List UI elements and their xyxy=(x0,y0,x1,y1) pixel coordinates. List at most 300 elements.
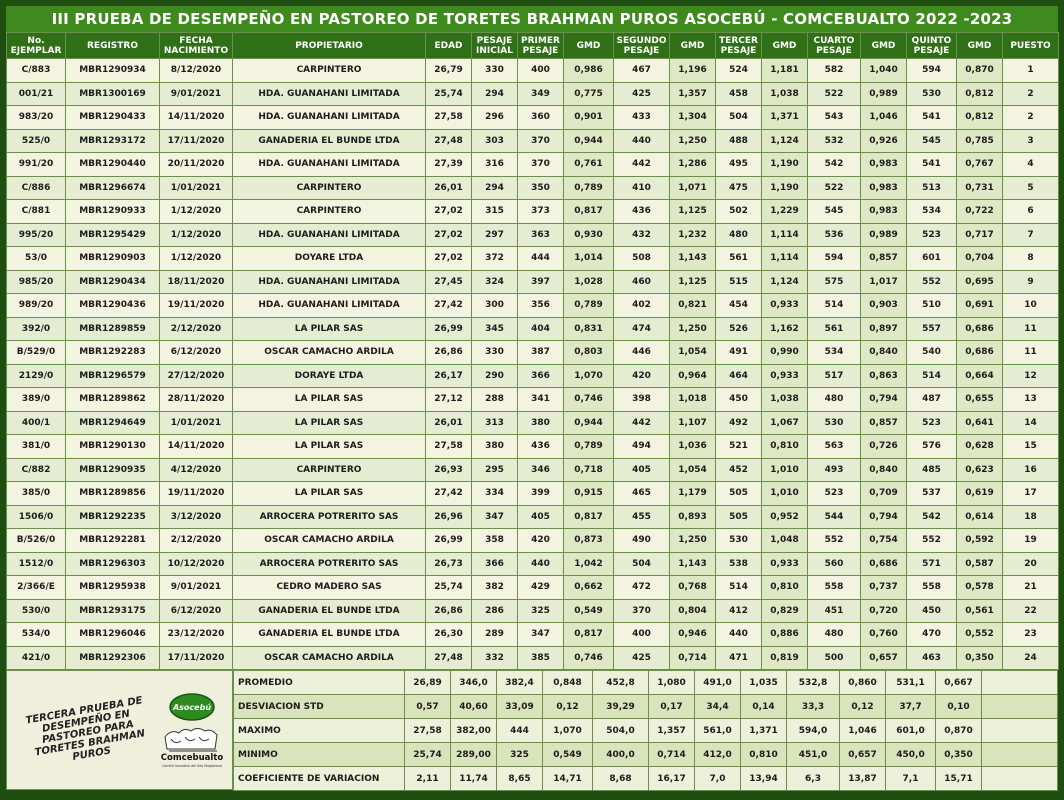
column-header: PRIMER PESAJE xyxy=(518,33,564,59)
table-row xyxy=(7,599,1059,623)
table-cell: 0,717 xyxy=(957,223,1003,247)
stats-cell: 412,0 xyxy=(695,743,741,767)
table-cell: 0,989 xyxy=(861,223,907,247)
table-cell: 11 xyxy=(1003,317,1059,341)
table-cell: 001/21 xyxy=(7,82,66,106)
table-cell: CARPINTERO xyxy=(233,200,426,224)
table-cell: 1/12/2020 xyxy=(160,223,233,247)
table-cell: 0,775 xyxy=(564,82,614,106)
table-cell: MBR1290440 xyxy=(66,153,160,177)
table-cell: 502 xyxy=(716,200,762,224)
table-cell: 517 xyxy=(808,364,861,388)
table-cell: 297 xyxy=(472,223,518,247)
table-cell: 366 xyxy=(472,552,518,576)
table-cell: 17/11/2020 xyxy=(160,646,233,670)
table-cell: 1,038 xyxy=(762,388,808,412)
table-row xyxy=(7,411,1059,435)
column-header: TERCER PESAJE xyxy=(716,33,762,59)
table-cell: 288 xyxy=(472,388,518,412)
stats-cell: 16,17 xyxy=(649,767,695,791)
table-cell: 27,48 xyxy=(426,646,472,670)
table-cell: 398 xyxy=(614,388,670,412)
table-row xyxy=(7,270,1059,294)
table-cell: 1,250 xyxy=(670,317,716,341)
table-cell: 490 xyxy=(614,529,670,553)
table-cell: 1,010 xyxy=(762,482,808,506)
table-cell: 983/20 xyxy=(7,106,66,130)
table-cell: 1,190 xyxy=(762,153,808,177)
table-cell: 0,873 xyxy=(564,529,614,553)
table-cell: HDA. GUANAHANI LIMITADA xyxy=(233,153,426,177)
table-cell: 0,829 xyxy=(762,599,808,623)
table-cell: 23/12/2020 xyxy=(160,623,233,647)
stats-cell: 451,0 xyxy=(787,743,840,767)
table-cell: MBR1292235 xyxy=(66,505,160,529)
table-cell: 13 xyxy=(1003,388,1059,412)
table-cell: 523 xyxy=(808,482,861,506)
table-cell: 405 xyxy=(518,505,564,529)
table-cell: 0,714 xyxy=(670,646,716,670)
table-cell: 514 xyxy=(808,294,861,318)
table-cell: 358 xyxy=(472,529,518,553)
table-cell: 1/01/2021 xyxy=(160,411,233,435)
table-cell: 8/12/2020 xyxy=(160,59,233,83)
stats-cell: 8,65 xyxy=(497,767,543,791)
table-cell: 1,143 xyxy=(670,552,716,576)
page-title: III PRUEBA DE DESEMPEÑO EN PASTOREO DE TORETES BRAHMAN PUROS ASOCEBÚ - COMCEBUALTO 2022 -2023 xyxy=(6,6,1058,32)
table-cell: 2/366/E xyxy=(7,576,66,600)
table-cell: 366 xyxy=(518,364,564,388)
table-cell: LA PILAR SAS xyxy=(233,482,426,506)
table-cell: 1,018 xyxy=(670,388,716,412)
table-cell: 26,01 xyxy=(426,176,472,200)
table-cell: 534/0 xyxy=(7,623,66,647)
table-cell: 474 xyxy=(614,317,670,341)
stats-row xyxy=(234,671,1058,695)
stats-cell: 1,371 xyxy=(741,719,787,743)
table-cell: 1,143 xyxy=(670,247,716,271)
table-cell: 1,010 xyxy=(762,458,808,482)
table-cell: 1,114 xyxy=(762,247,808,271)
table-cell: MBR1290130 xyxy=(66,435,160,459)
stats-cell xyxy=(982,719,1058,743)
table-cell: MBR1296046 xyxy=(66,623,160,647)
table-cell: 5 xyxy=(1003,176,1059,200)
table-cell: 487 xyxy=(907,388,957,412)
column-header: PROPIETARIO xyxy=(233,33,426,59)
table-cell: 444 xyxy=(518,247,564,271)
table-cell: 455 xyxy=(614,505,670,529)
table-cell: 552 xyxy=(808,529,861,553)
table-cell: 1,070 xyxy=(564,364,614,388)
table-cell: 0,761 xyxy=(564,153,614,177)
table-cell: 14/11/2020 xyxy=(160,106,233,130)
table-cell: 491 xyxy=(716,341,762,365)
table-cell: 20/11/2020 xyxy=(160,153,233,177)
table-cell: C/883 xyxy=(7,59,66,83)
table-cell: CEDRO MADERO SAS xyxy=(233,576,426,600)
stats-cell xyxy=(982,767,1058,791)
table-cell: 0,578 xyxy=(957,576,1003,600)
table-cell: 0,810 xyxy=(762,576,808,600)
table-cell: 25,74 xyxy=(426,576,472,600)
table-cell: 450 xyxy=(716,388,762,412)
stats-cell: 0,12 xyxy=(543,695,593,719)
table-cell: 540 xyxy=(907,341,957,365)
table-cell: 1,190 xyxy=(762,176,808,200)
column-header: FECHA NACIMIENTO xyxy=(160,33,233,59)
table-cell: MBR1294649 xyxy=(66,411,160,435)
table-cell: 0,592 xyxy=(957,529,1003,553)
table-cell: MBR1290436 xyxy=(66,294,160,318)
table-cell: 6/12/2020 xyxy=(160,341,233,365)
table-cell: 0,789 xyxy=(564,294,614,318)
table-cell: LA PILAR SAS xyxy=(233,317,426,341)
stats-cell: 27,58 xyxy=(405,719,451,743)
table-cell: 594 xyxy=(907,59,957,83)
stats-label: PROMEDIO xyxy=(234,671,405,695)
table-cell: 0,552 xyxy=(957,623,1003,647)
table-row xyxy=(7,129,1059,153)
table-cell: 27/12/2020 xyxy=(160,364,233,388)
table-cell: 0,686 xyxy=(957,317,1003,341)
table-cell: 452 xyxy=(716,458,762,482)
table-cell: 0,886 xyxy=(762,623,808,647)
table-cell: 472 xyxy=(614,576,670,600)
table-cell: 19 xyxy=(1003,529,1059,553)
table-cell: 289 xyxy=(472,623,518,647)
table-cell: MBR1290434 xyxy=(66,270,160,294)
table-cell: HDA. GUANAHANI LIMITADA xyxy=(233,106,426,130)
table-cell: 521 xyxy=(716,435,762,459)
table-cell: 0,870 xyxy=(957,59,1003,83)
table-cell: 27,02 xyxy=(426,200,472,224)
table-cell: 0,952 xyxy=(762,505,808,529)
table-cell: MBR1290935 xyxy=(66,458,160,482)
table-cell: 552 xyxy=(907,529,957,553)
table-cell: 0,628 xyxy=(957,435,1003,459)
table-cell: 451 xyxy=(808,599,861,623)
table-cell: 575 xyxy=(808,270,861,294)
table-cell: 0,901 xyxy=(564,106,614,130)
table-cell: 1,046 xyxy=(861,106,907,130)
column-header: EDAD xyxy=(426,33,472,59)
stats-cell: 382,00 xyxy=(451,719,497,743)
table-cell: 0,655 xyxy=(957,388,1003,412)
table-cell: ARROCERA POTRERITO SAS xyxy=(233,505,426,529)
table-cell: 0,691 xyxy=(957,294,1003,318)
table-cell: MBR1295938 xyxy=(66,576,160,600)
table-cell: 0,983 xyxy=(861,200,907,224)
table-cell: MBR1292283 xyxy=(66,341,160,365)
table-cell: 370 xyxy=(518,153,564,177)
stats-cell: 33,09 xyxy=(497,695,543,719)
table-cell: 523 xyxy=(907,223,957,247)
table-cell: 0,664 xyxy=(957,364,1003,388)
table-cell: OSCAR CAMACHO ARDILA xyxy=(233,341,426,365)
table-cell: 14 xyxy=(1003,411,1059,435)
table-cell: 505 xyxy=(716,505,762,529)
table-cell: 510 xyxy=(907,294,957,318)
table-cell: 571 xyxy=(907,552,957,576)
table-cell: 0,657 xyxy=(861,646,907,670)
table-cell: 576 xyxy=(907,435,957,459)
logo-name-text: Comcebualto xyxy=(160,753,224,763)
table-cell: 545 xyxy=(808,200,861,224)
stats-cell: 601,0 xyxy=(886,719,936,743)
table-cell: HDA. GUANAHANI LIMITADA xyxy=(233,82,426,106)
table-cell: 1,229 xyxy=(762,200,808,224)
table-cell: MBR1290903 xyxy=(66,247,160,271)
table-cell: 0,587 xyxy=(957,552,1003,576)
table-cell: 385 xyxy=(518,646,564,670)
table-cell: 530 xyxy=(716,529,762,553)
table-cell: 515 xyxy=(716,270,762,294)
table-cell: 0,915 xyxy=(564,482,614,506)
table-cell: 325 xyxy=(518,599,564,623)
table-cell: MBR1292281 xyxy=(66,529,160,553)
table-cell: 380 xyxy=(472,435,518,459)
table-cell: 360 xyxy=(518,106,564,130)
table-cell: 1,028 xyxy=(564,270,614,294)
stats-cell: 15,71 xyxy=(936,767,982,791)
stats-cell: 34,4 xyxy=(695,695,741,719)
table-row xyxy=(7,482,1059,506)
table-cell: 563 xyxy=(808,435,861,459)
table-cell: 0,857 xyxy=(861,411,907,435)
stats-cell: 13,87 xyxy=(840,767,886,791)
table-cell: 14/11/2020 xyxy=(160,435,233,459)
table-cell: 25,74 xyxy=(426,82,472,106)
table-cell: 470 xyxy=(907,623,957,647)
table-cell: 6/12/2020 xyxy=(160,599,233,623)
table-cell: OSCAR CAMACHO ARDILA xyxy=(233,646,426,670)
table-row xyxy=(7,341,1059,365)
table-cell: 347 xyxy=(518,623,564,647)
table-cell: 0,686 xyxy=(861,552,907,576)
table-cell: 541 xyxy=(907,106,957,130)
table-cell: 465 xyxy=(614,482,670,506)
table-cell: 345 xyxy=(472,317,518,341)
table-cell: 0,944 xyxy=(564,129,614,153)
table-cell: 410 xyxy=(614,176,670,200)
table-cell: 2 xyxy=(1003,106,1059,130)
stats-row xyxy=(234,767,1058,791)
table-cell: 0,990 xyxy=(762,341,808,365)
table-cell: 582 xyxy=(808,59,861,83)
table-cell: 332 xyxy=(472,646,518,670)
table-cell: 0,831 xyxy=(564,317,614,341)
table-row xyxy=(7,505,1059,529)
table-cell: 27,42 xyxy=(426,482,472,506)
table-cell: 0,561 xyxy=(957,599,1003,623)
table-cell: 26,99 xyxy=(426,317,472,341)
table-cell: HDA. GUANAHANI LIMITADA xyxy=(233,270,426,294)
table-cell: 0,817 xyxy=(564,505,614,529)
table-cell: MBR1290934 xyxy=(66,59,160,83)
stats-cell: 382,4 xyxy=(497,671,543,695)
table-cell: 504 xyxy=(614,552,670,576)
column-header: QUINTO PESAJE xyxy=(907,33,957,59)
table-cell: 0,623 xyxy=(957,458,1003,482)
table-cell: 286 xyxy=(472,599,518,623)
table-cell: 316 xyxy=(472,153,518,177)
logo-badge-text: Asocebú xyxy=(172,703,212,712)
stats-cell: 2,11 xyxy=(405,767,451,791)
stats-cell: 0,14 xyxy=(741,695,787,719)
table-cell: 1,162 xyxy=(762,317,808,341)
table-cell: 1,054 xyxy=(670,458,716,482)
table-cell: 2/12/2020 xyxy=(160,529,233,553)
table-row xyxy=(7,388,1059,412)
table-cell: 526 xyxy=(716,317,762,341)
table-cell: 541 xyxy=(907,153,957,177)
table-cell: 1,179 xyxy=(670,482,716,506)
table-cell: 0,946 xyxy=(670,623,716,647)
stats-label: DESVIACION STD xyxy=(234,695,405,719)
table-cell: 27,02 xyxy=(426,247,472,271)
table-cell: 475 xyxy=(716,176,762,200)
logo-graphic xyxy=(157,691,227,771)
table-cell: 0,662 xyxy=(564,576,614,600)
table-cell: 26,73 xyxy=(426,552,472,576)
table-cell: 420 xyxy=(518,529,564,553)
table-cell: 300 xyxy=(472,294,518,318)
table-cell: MBR1293175 xyxy=(66,599,160,623)
table-body xyxy=(7,59,1059,670)
table-cell: 557 xyxy=(907,317,957,341)
stats-cell: 0,848 xyxy=(543,671,593,695)
table-cell: 3/12/2020 xyxy=(160,505,233,529)
table-cell: 0,746 xyxy=(564,388,614,412)
stats-cell: 0,17 xyxy=(649,695,695,719)
table-cell: 27,58 xyxy=(426,435,472,459)
column-header: GMD xyxy=(957,33,1003,59)
table-cell: HDA. GUANAHANI LIMITADA xyxy=(233,294,426,318)
table-cell: 537 xyxy=(907,482,957,506)
stats-cell: 37,7 xyxy=(886,695,936,719)
table-cell: 561 xyxy=(808,317,861,341)
table-cell: 508 xyxy=(614,247,670,271)
table-cell: 23 xyxy=(1003,623,1059,647)
table-cell: 1/01/2021 xyxy=(160,176,233,200)
table-cell: B/529/0 xyxy=(7,341,66,365)
table-cell: 1,124 xyxy=(762,129,808,153)
table-cell: 485 xyxy=(907,458,957,482)
table-cell: 53/0 xyxy=(7,247,66,271)
table-cell: 2/12/2020 xyxy=(160,317,233,341)
table-cell: 493 xyxy=(808,458,861,482)
table-cell: 0,614 xyxy=(957,505,1003,529)
table-cell: 27,12 xyxy=(426,388,472,412)
table-row xyxy=(7,82,1059,106)
table-cell: 0,760 xyxy=(861,623,907,647)
stats-cell: 14,71 xyxy=(543,767,593,791)
column-header: PUESTO xyxy=(1003,33,1059,59)
stats-cell: 1,046 xyxy=(840,719,886,743)
table-cell: 558 xyxy=(907,576,957,600)
column-header: SEGUNDO PESAJE xyxy=(614,33,670,59)
table-cell: 0,754 xyxy=(861,529,907,553)
table-cell: 530 xyxy=(907,82,957,106)
stats-cell xyxy=(982,671,1058,695)
table-cell: 536 xyxy=(808,223,861,247)
table-cell: 0,720 xyxy=(861,599,907,623)
table-cell: DORAYE LTDA xyxy=(233,364,426,388)
table-cell: 543 xyxy=(808,106,861,130)
table-cell: 294 xyxy=(472,82,518,106)
table-cell: 552 xyxy=(907,270,957,294)
table-cell: CARPINTERO xyxy=(233,458,426,482)
table-cell: 1,286 xyxy=(670,153,716,177)
table-cell: 27,42 xyxy=(426,294,472,318)
table-row xyxy=(7,294,1059,318)
comcebualto-logo xyxy=(157,691,227,771)
table-cell: 1/12/2020 xyxy=(160,200,233,224)
stats-label: MINIMO xyxy=(234,743,405,767)
table-cell: 995/20 xyxy=(7,223,66,247)
table-cell: 0,986 xyxy=(564,59,614,83)
column-header: No. EJEMPLAR xyxy=(7,33,66,59)
table-cell: 370 xyxy=(614,599,670,623)
table-cell: 17 xyxy=(1003,482,1059,506)
stats-cell: 40,60 xyxy=(451,695,497,719)
table-cell: 425 xyxy=(614,82,670,106)
table-cell: 436 xyxy=(614,200,670,224)
table-cell: 397 xyxy=(518,270,564,294)
table-cell: 7 xyxy=(1003,223,1059,247)
stats-cell xyxy=(982,743,1058,767)
table-cell: 1,042 xyxy=(564,552,614,576)
table-cell: 27,02 xyxy=(426,223,472,247)
table-cell: 324 xyxy=(472,270,518,294)
table-cell: 495 xyxy=(716,153,762,177)
table-cell: MBR1295429 xyxy=(66,223,160,247)
table-cell: 488 xyxy=(716,129,762,153)
table-cell: 0,641 xyxy=(957,411,1003,435)
slogan-text: TERCERA PRUEBA DE DESEMPEÑO EN PASTOREO PARA TORETES BRAHMAN PUROS xyxy=(24,695,146,763)
table-cell: 0,789 xyxy=(564,435,614,459)
table-cell: 1,250 xyxy=(670,129,716,153)
table-cell: 334 xyxy=(472,482,518,506)
stats-cell: 33,3 xyxy=(787,695,840,719)
table-cell: 0,768 xyxy=(670,576,716,600)
table-cell: 0,731 xyxy=(957,176,1003,200)
table-cell: 467 xyxy=(614,59,670,83)
stats-cell: 532,8 xyxy=(787,671,840,695)
stats-cell: 6,3 xyxy=(787,767,840,791)
stats-cell: 325 xyxy=(497,743,543,767)
table-cell: 10/12/2020 xyxy=(160,552,233,576)
table-cell: 24 xyxy=(1003,646,1059,670)
table-cell: 505 xyxy=(716,482,762,506)
stats-cell: 346,0 xyxy=(451,671,497,695)
table-cell: 0,812 xyxy=(957,106,1003,130)
table-cell: 0,857 xyxy=(861,247,907,271)
table-cell: 28/11/2020 xyxy=(160,388,233,412)
table-cell: MBR1296579 xyxy=(66,364,160,388)
table-cell: 313 xyxy=(472,411,518,435)
stats-cell: 1,035 xyxy=(741,671,787,695)
table-cell: 341 xyxy=(518,388,564,412)
column-header: GMD xyxy=(861,33,907,59)
table-cell: 0,718 xyxy=(564,458,614,482)
table-cell: 1,017 xyxy=(861,270,907,294)
table-cell: MBR1289859 xyxy=(66,317,160,341)
table-cell: 0,933 xyxy=(762,364,808,388)
table-cell: 480 xyxy=(808,623,861,647)
table-cell: 522 xyxy=(808,82,861,106)
